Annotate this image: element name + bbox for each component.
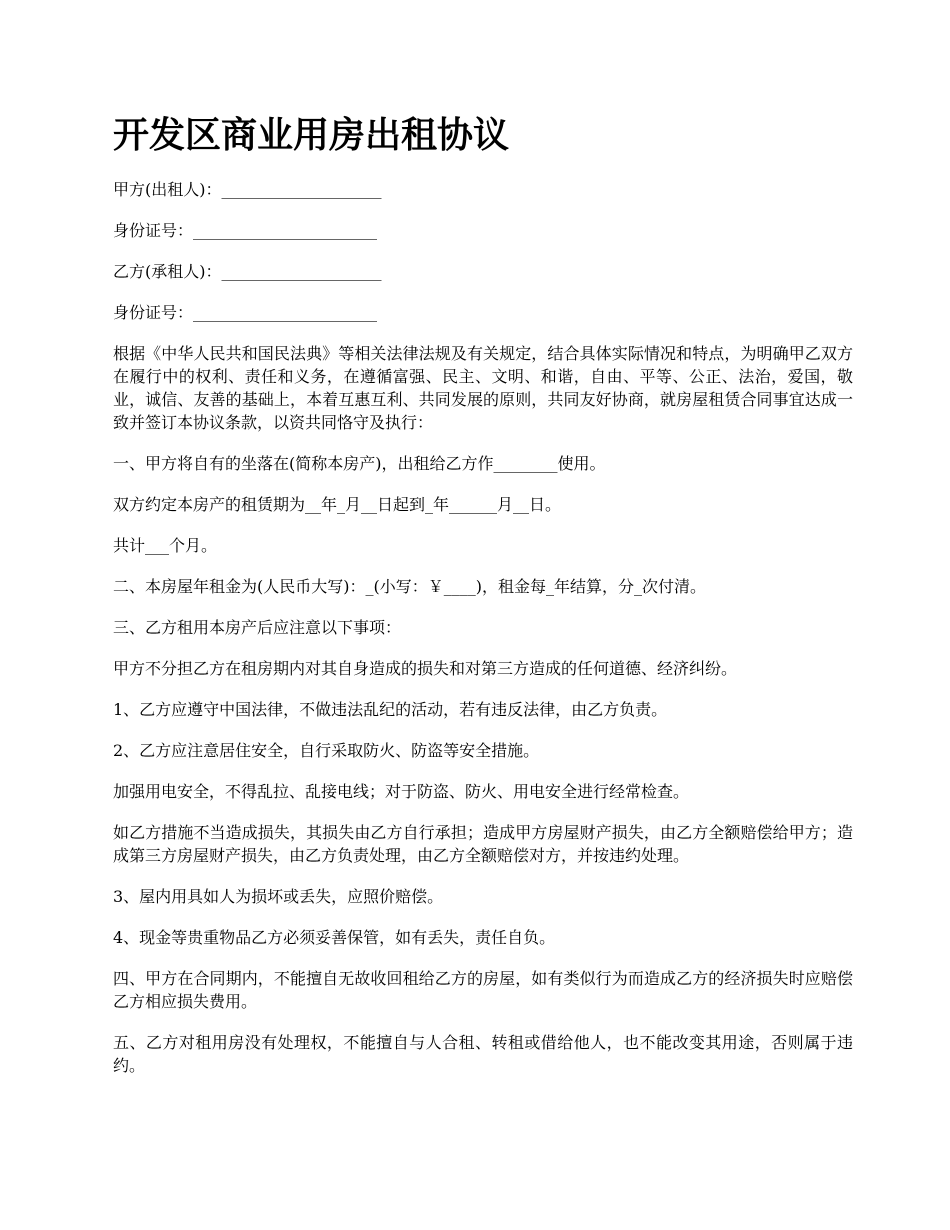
clause-3-liability-paragraph: 甲方不分担乙方在租房期内对其自身造成的损失和对第三方造成的任何道德、经济纠纷。 — [113, 659, 738, 678]
party-a-name-line: 甲方(出租人)：____________________ — [113, 180, 382, 199]
clause-3-item-4: 4、现金等贵重物品乙方必须妥善保管，如有丢失，责任自负。 — [113, 928, 556, 947]
party-b-name-line: 乙方(承租人)：____________________ — [113, 262, 382, 281]
damage-compensation-paragraph: 如乙方措施不当造成损失，其损失由乙方自行承担；造成甲方房屋财产损失，由乙方全额赔偿给甲方；造成第三方房屋财产损失，由乙方负责处理，由乙方全额赔偿对方，并按违约处理。 — [113, 823, 853, 865]
lease-months-paragraph: 共计___个月。 — [113, 536, 218, 555]
clause-5-paragraph: 五、乙方对租用房没有处理权，不能擅自与人合租、转租或借给他人，也不能改变其用途，否则属于违约。 — [113, 1033, 853, 1075]
clause-3-item-3: 3、屋内用具如人为损坏或丢失，应照价赔偿。 — [113, 887, 444, 906]
document-title: 开发区商业用房出租协议 — [113, 115, 510, 156]
clause-2-rent-paragraph: 二、本房屋年租金为(人民币大写)：_(小写：￥____)，租金每_年结算，分_次付清。 — [113, 577, 706, 596]
clause-3-item-1: 1、乙方应遵守中国法律，不做违法乱纪的活动，若有违反法律，由乙方负责。 — [113, 700, 668, 719]
electrical-safety-paragraph: 加强用电安全，不得乱拉、乱接电线；对于防盗、防火、用电安全进行经常检查。 — [113, 782, 690, 801]
party-b-id-line: 身份证号：_______________________ — [113, 303, 378, 322]
clause-1-paragraph: 一、甲方将自有的坐落在(简称本房产)，出租给乙方作________使用。 — [113, 454, 606, 473]
party-a-id-line: 身份证号：_______________________ — [113, 221, 378, 240]
preamble-paragraph: 根据《中华人民共和国民法典》等相关法律法规及有关规定，结合具体实际情况和特点，为明确甲乙双方在履行中的权利、责任和义务，在遵循富强、民主、文明、和谐，自由、平等、公正、法治，爱国，敬业，诚信、友善的基础上，本着互惠互利、共同发展的原则，共同友好协商，就房屋租赁合同事宜达成一致并签订本协议条款，以资共同恪守及执行： — [113, 344, 853, 432]
clause-3-heading: 三、乙方租用本房产后应注意以下事项： — [113, 618, 402, 637]
clause-3-item-2: 2、乙方应注意居住安全，自行采取防火、防盗等安全措施。 — [113, 741, 540, 760]
clause-4-paragraph: 四、甲方在合同期内，不能擅自无故收回租给乙方的房屋，如有类似行为而造成乙方的经济损失时应赔偿乙方相应损失费用。 — [113, 969, 853, 1011]
document-body — [113, 178, 853, 1095]
lease-term-paragraph: 双方约定本房产的租赁期为__年_月__日起到_年______月__日。 — [113, 495, 562, 514]
